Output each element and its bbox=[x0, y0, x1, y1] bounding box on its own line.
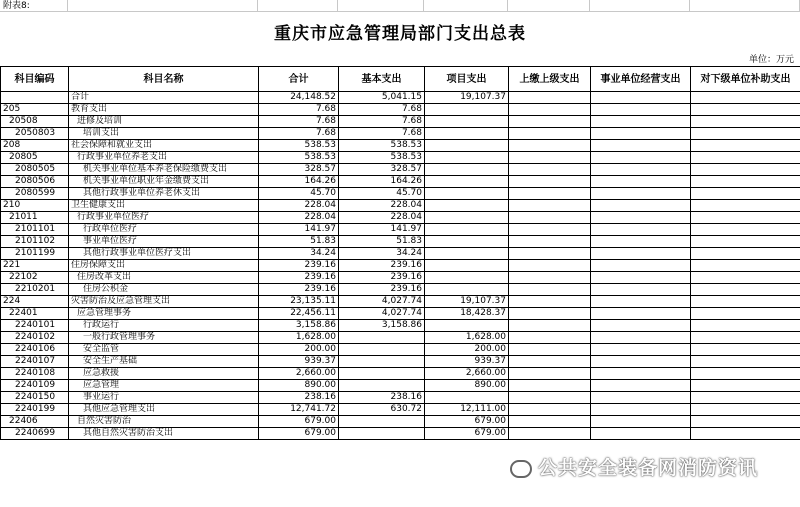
cell-basic: 4,027.74 bbox=[339, 296, 425, 308]
cell-business bbox=[591, 428, 691, 440]
cell-project bbox=[425, 284, 509, 296]
table-row bbox=[1, 212, 800, 224]
cell-name: 其他应急管理支出 bbox=[69, 404, 259, 416]
cell-project bbox=[425, 260, 509, 272]
cell-name: 事业单位医疗 bbox=[69, 236, 259, 248]
cell-basic: 538.53 bbox=[339, 152, 425, 164]
cell-business bbox=[591, 92, 691, 104]
cell-total: 51.83 bbox=[259, 236, 339, 248]
cell-name: 行政事业单位医疗 bbox=[69, 212, 259, 224]
cell-name: 安全监管 bbox=[69, 344, 259, 356]
top-grid bbox=[0, 0, 800, 13]
table-row bbox=[1, 200, 800, 212]
cell-name: 安全生产基础 bbox=[69, 356, 259, 368]
table-row bbox=[1, 380, 800, 392]
cell-subsidy bbox=[691, 428, 800, 440]
cell-upper bbox=[509, 248, 591, 260]
cell-business bbox=[591, 236, 691, 248]
cell-business bbox=[591, 392, 691, 404]
cell-total: 7.68 bbox=[259, 104, 339, 116]
cell-total: 34.24 bbox=[259, 248, 339, 260]
cell-project: 890.00 bbox=[425, 380, 509, 392]
cell-upper bbox=[509, 428, 591, 440]
cell-subsidy bbox=[691, 164, 800, 176]
cell-subsidy bbox=[691, 392, 800, 404]
table-row bbox=[1, 356, 800, 368]
column-header: 合计 bbox=[259, 67, 339, 92]
cell-code: 2240107 bbox=[1, 356, 69, 368]
table-row bbox=[1, 368, 800, 380]
cell-total: 24,148.52 bbox=[259, 92, 339, 104]
cell-name: 机关事业单位职业年金缴费支出 bbox=[69, 176, 259, 188]
cell-business bbox=[591, 380, 691, 392]
cell-basic: 228.04 bbox=[339, 212, 425, 224]
cell-project: 679.00 bbox=[425, 416, 509, 428]
cell-code: 224 bbox=[1, 296, 69, 308]
cell-upper bbox=[509, 284, 591, 296]
cell-project bbox=[425, 152, 509, 164]
page-title: 重庆市应急管理局部门支出总表 bbox=[274, 24, 526, 44]
cell-subsidy bbox=[691, 284, 800, 296]
cell-upper bbox=[509, 92, 591, 104]
cell-business bbox=[591, 320, 691, 332]
cell-project: 2,660.00 bbox=[425, 368, 509, 380]
cell-subsidy bbox=[691, 308, 800, 320]
column-header: 科目编码 bbox=[1, 67, 69, 92]
cell-business bbox=[591, 284, 691, 296]
cell-basic: 164.26 bbox=[339, 176, 425, 188]
cell-basic: 238.16 bbox=[339, 392, 425, 404]
cell-basic: 7.68 bbox=[339, 104, 425, 116]
cell-basic: 51.83 bbox=[339, 236, 425, 248]
cell-project bbox=[425, 200, 509, 212]
cell-total: 239.16 bbox=[259, 272, 339, 284]
table-row bbox=[1, 344, 800, 356]
cell-subsidy bbox=[691, 116, 800, 128]
cell-subsidy bbox=[691, 92, 800, 104]
cell-business bbox=[591, 248, 691, 260]
cell-name: 应急管理事务 bbox=[69, 308, 259, 320]
cell-total: 164.26 bbox=[259, 176, 339, 188]
cell-name: 卫生健康支出 bbox=[69, 200, 259, 212]
cell-code: 2101102 bbox=[1, 236, 69, 248]
cell-code: 2240101 bbox=[1, 320, 69, 332]
cell-project bbox=[425, 248, 509, 260]
table-row bbox=[1, 284, 800, 296]
cell-name: 机关事业单位基本养老保险缴费支出 bbox=[69, 164, 259, 176]
cell-upper bbox=[509, 260, 591, 272]
table-row bbox=[1, 152, 800, 164]
cell-total: 7.68 bbox=[259, 116, 339, 128]
cell-code: 21011 bbox=[1, 212, 69, 224]
cell-total: 239.16 bbox=[259, 260, 339, 272]
table-row bbox=[1, 272, 800, 284]
cell-name: 合计 bbox=[69, 92, 259, 104]
cell-code: 22401 bbox=[1, 308, 69, 320]
cell-subsidy bbox=[691, 236, 800, 248]
cell-name: 住房改革支出 bbox=[69, 272, 259, 284]
cell-basic: 34.24 bbox=[339, 248, 425, 260]
cell-total: 328.57 bbox=[259, 164, 339, 176]
table-row bbox=[1, 392, 800, 404]
cell-upper bbox=[509, 416, 591, 428]
cell-name: 其他自然灾害防治支出 bbox=[69, 428, 259, 440]
cell-business bbox=[591, 128, 691, 140]
cell-basic: 228.04 bbox=[339, 200, 425, 212]
cell-upper bbox=[509, 116, 591, 128]
cell-business bbox=[591, 332, 691, 344]
cell-name: 其他行政事业单位养老休支出 bbox=[69, 188, 259, 200]
cell-code: 2101101 bbox=[1, 224, 69, 236]
cell-subsidy bbox=[691, 152, 800, 164]
table-row bbox=[1, 128, 800, 140]
cell-code: 22406 bbox=[1, 416, 69, 428]
cell-basic bbox=[339, 344, 425, 356]
top-grid-cell bbox=[68, 0, 258, 12]
attachment-note: 附表8: bbox=[3, 1, 30, 11]
cell-project: 19,107.37 bbox=[425, 92, 509, 104]
table-row bbox=[1, 236, 800, 248]
cell-business bbox=[591, 404, 691, 416]
cell-business bbox=[591, 272, 691, 284]
table-row bbox=[1, 308, 800, 320]
cell-code: 2101199 bbox=[1, 248, 69, 260]
cell-project bbox=[425, 140, 509, 152]
column-header: 项目支出 bbox=[425, 67, 509, 92]
cell-code: 221 bbox=[1, 260, 69, 272]
cell-project: 18,428.37 bbox=[425, 308, 509, 320]
cell-business bbox=[591, 200, 691, 212]
cell-subsidy bbox=[691, 272, 800, 284]
cell-project: 19,107.37 bbox=[425, 296, 509, 308]
cell-total: 12,741.72 bbox=[259, 404, 339, 416]
cell-name: 行政事业单位养老支出 bbox=[69, 152, 259, 164]
cell-subsidy bbox=[691, 344, 800, 356]
cell-total: 45.70 bbox=[259, 188, 339, 200]
cell-basic: 141.97 bbox=[339, 224, 425, 236]
cell-total: 238.16 bbox=[259, 392, 339, 404]
cell-upper bbox=[509, 392, 591, 404]
cell-project bbox=[425, 188, 509, 200]
table-row bbox=[1, 248, 800, 260]
cell-code: 2050803 bbox=[1, 128, 69, 140]
table-header-row bbox=[1, 67, 800, 92]
cell-subsidy bbox=[691, 356, 800, 368]
cell-upper bbox=[509, 176, 591, 188]
column-header: 科目名称 bbox=[69, 67, 259, 92]
cell-project bbox=[425, 164, 509, 176]
cell-upper bbox=[509, 200, 591, 212]
cell-basic: 5,041.15 bbox=[339, 92, 425, 104]
cell-subsidy bbox=[691, 320, 800, 332]
cell-subsidy bbox=[691, 416, 800, 428]
cell-upper bbox=[509, 188, 591, 200]
cell-basic: 328.57 bbox=[339, 164, 425, 176]
cell-basic bbox=[339, 428, 425, 440]
cell-subsidy bbox=[691, 224, 800, 236]
watermark bbox=[510, 453, 758, 480]
cell-business bbox=[591, 416, 691, 428]
column-header: 上缴上级支出 bbox=[509, 67, 591, 92]
cell-business bbox=[591, 344, 691, 356]
cell-upper bbox=[509, 236, 591, 248]
cell-code: 2240108 bbox=[1, 368, 69, 380]
cell-business bbox=[591, 188, 691, 200]
cell-subsidy bbox=[691, 260, 800, 272]
cell-subsidy bbox=[691, 296, 800, 308]
cell-code: 20508 bbox=[1, 116, 69, 128]
cell-code: 2080506 bbox=[1, 176, 69, 188]
cell-subsidy bbox=[691, 368, 800, 380]
cell-total: 228.04 bbox=[259, 212, 339, 224]
cell-project: 939.37 bbox=[425, 356, 509, 368]
cell-business bbox=[591, 356, 691, 368]
table-row bbox=[1, 296, 800, 308]
cell-total: 2,660.00 bbox=[259, 368, 339, 380]
cell-name: 其他行政事业单位医疗支出 bbox=[69, 248, 259, 260]
cell-total: 939.37 bbox=[259, 356, 339, 368]
cell-upper bbox=[509, 212, 591, 224]
cell-name: 教育支出 bbox=[69, 104, 259, 116]
cell-subsidy bbox=[691, 140, 800, 152]
cell-subsidy bbox=[691, 200, 800, 212]
cell-code: 2240699 bbox=[1, 428, 69, 440]
cell-total: 538.53 bbox=[259, 152, 339, 164]
cell-code: 2210201 bbox=[1, 284, 69, 296]
top-grid-cell bbox=[590, 0, 690, 12]
cell-subsidy bbox=[691, 404, 800, 416]
cell-business bbox=[591, 224, 691, 236]
cell-business bbox=[591, 308, 691, 320]
cell-name: 进修及培训 bbox=[69, 116, 259, 128]
cell-total: 239.16 bbox=[259, 284, 339, 296]
cell-name: 行政单位医疗 bbox=[69, 224, 259, 236]
cell-name: 行政运行 bbox=[69, 320, 259, 332]
cell-basic: 7.68 bbox=[339, 116, 425, 128]
cell-project bbox=[425, 224, 509, 236]
cell-name: 应急救援 bbox=[69, 368, 259, 380]
table-row bbox=[1, 92, 800, 104]
cell-project: 1,628.00 bbox=[425, 332, 509, 344]
cell-basic: 538.53 bbox=[339, 140, 425, 152]
top-grid-cell bbox=[690, 0, 800, 12]
cell-total: 679.00 bbox=[259, 428, 339, 440]
cell-business bbox=[591, 296, 691, 308]
table-body bbox=[1, 92, 800, 440]
table-row bbox=[1, 404, 800, 416]
cell-code: 205 bbox=[1, 104, 69, 116]
cell-name: 事业运行 bbox=[69, 392, 259, 404]
cell-basic bbox=[339, 368, 425, 380]
cell-subsidy bbox=[691, 380, 800, 392]
cell-basic: 239.16 bbox=[339, 272, 425, 284]
cell-code: 208 bbox=[1, 140, 69, 152]
cell-basic: 630.72 bbox=[339, 404, 425, 416]
table-row bbox=[1, 320, 800, 332]
cell-code: 2080505 bbox=[1, 164, 69, 176]
cell-code: 2240106 bbox=[1, 344, 69, 356]
watermark-text: 公共安全装备网消防资讯 bbox=[538, 457, 759, 479]
cell-project bbox=[425, 128, 509, 140]
table-row bbox=[1, 116, 800, 128]
cell-upper bbox=[509, 224, 591, 236]
cell-upper bbox=[509, 368, 591, 380]
cell-code: 2240109 bbox=[1, 380, 69, 392]
cell-business bbox=[591, 368, 691, 380]
table-row bbox=[1, 176, 800, 188]
cell-code: 2080599 bbox=[1, 188, 69, 200]
cell-total: 7.68 bbox=[259, 128, 339, 140]
table-row bbox=[1, 164, 800, 176]
cell-code: 210 bbox=[1, 200, 69, 212]
cell-name: 培训支出 bbox=[69, 128, 259, 140]
cell-name: 自然灾害防治 bbox=[69, 416, 259, 428]
cell-project bbox=[425, 236, 509, 248]
cell-upper bbox=[509, 152, 591, 164]
cell-upper bbox=[509, 104, 591, 116]
cell-basic: 45.70 bbox=[339, 188, 425, 200]
cell-upper bbox=[509, 320, 591, 332]
cell-total: 890.00 bbox=[259, 380, 339, 392]
table-row bbox=[1, 428, 800, 440]
column-header: 基本支出 bbox=[339, 67, 425, 92]
cell-project bbox=[425, 320, 509, 332]
cell-business bbox=[591, 260, 691, 272]
cell-total: 538.53 bbox=[259, 140, 339, 152]
cell-total: 200.00 bbox=[259, 344, 339, 356]
cell-name: 应急管理 bbox=[69, 380, 259, 392]
cell-subsidy bbox=[691, 128, 800, 140]
cell-basic bbox=[339, 380, 425, 392]
cell-basic: 3,158.86 bbox=[339, 320, 425, 332]
cell-subsidy bbox=[691, 248, 800, 260]
cell-basic: 4,027.74 bbox=[339, 308, 425, 320]
cell-upper bbox=[509, 404, 591, 416]
cell-code: 2240199 bbox=[1, 404, 69, 416]
table-row bbox=[1, 332, 800, 344]
table-row bbox=[1, 224, 800, 236]
cell-business bbox=[591, 116, 691, 128]
top-grid-cell bbox=[338, 0, 424, 12]
cell-upper bbox=[509, 332, 591, 344]
cell-total: 141.97 bbox=[259, 224, 339, 236]
unit-label: 单位：万元 bbox=[748, 55, 794, 65]
cell-total: 679.00 bbox=[259, 416, 339, 428]
cell-business bbox=[591, 176, 691, 188]
cell-subsidy bbox=[691, 176, 800, 188]
top-grid-cell bbox=[258, 0, 338, 12]
cell-upper bbox=[509, 344, 591, 356]
table-row bbox=[1, 416, 800, 428]
cell-basic: 239.16 bbox=[339, 284, 425, 296]
expenditure-table bbox=[0, 66, 800, 440]
cell-business bbox=[591, 104, 691, 116]
cell-total: 23,135.11 bbox=[259, 296, 339, 308]
cell-business bbox=[591, 140, 691, 152]
cell-subsidy bbox=[691, 104, 800, 116]
cell-upper bbox=[509, 308, 591, 320]
cell-upper bbox=[509, 380, 591, 392]
cell-total: 228.04 bbox=[259, 200, 339, 212]
cell-name: 社会保障和就业支出 bbox=[69, 140, 259, 152]
cell-subsidy bbox=[691, 212, 800, 224]
cell-project bbox=[425, 392, 509, 404]
cell-upper bbox=[509, 164, 591, 176]
table-row bbox=[1, 140, 800, 152]
cell-basic bbox=[339, 416, 425, 428]
cell-basic: 7.68 bbox=[339, 128, 425, 140]
wechat-icon bbox=[510, 460, 532, 478]
cell-project bbox=[425, 104, 509, 116]
cell-name: 灾害防治及应急管理支出 bbox=[69, 296, 259, 308]
cell-upper bbox=[509, 272, 591, 284]
cell-business bbox=[591, 164, 691, 176]
cell-project: 679.00 bbox=[425, 428, 509, 440]
cell-total: 22,456.11 bbox=[259, 308, 339, 320]
cell-upper bbox=[509, 296, 591, 308]
cell-project bbox=[425, 176, 509, 188]
cell-business bbox=[591, 152, 691, 164]
cell-upper bbox=[509, 128, 591, 140]
cell-name: 一般行政管理事务 bbox=[69, 332, 259, 344]
cell-code bbox=[1, 92, 69, 104]
table-row bbox=[1, 188, 800, 200]
top-grid-cell bbox=[424, 0, 508, 12]
cell-code: 2240150 bbox=[1, 392, 69, 404]
cell-code: 2240102 bbox=[1, 332, 69, 344]
cell-basic: 239.16 bbox=[339, 260, 425, 272]
cell-basic bbox=[339, 356, 425, 368]
cell-basic bbox=[339, 332, 425, 344]
cell-total: 3,158.86 bbox=[259, 320, 339, 332]
cell-project: 12,111.00 bbox=[425, 404, 509, 416]
cell-subsidy bbox=[691, 188, 800, 200]
table-row bbox=[1, 104, 800, 116]
cell-upper bbox=[509, 140, 591, 152]
cell-name: 住房公积金 bbox=[69, 284, 259, 296]
top-grid-cell bbox=[508, 0, 590, 12]
column-header: 事业单位经营支出 bbox=[591, 67, 691, 92]
cell-code: 22102 bbox=[1, 272, 69, 284]
cell-upper bbox=[509, 356, 591, 368]
cell-code: 20805 bbox=[1, 152, 69, 164]
cell-project bbox=[425, 212, 509, 224]
cell-subsidy bbox=[691, 332, 800, 344]
table-row bbox=[1, 260, 800, 272]
column-header: 对下级单位补助支出 bbox=[691, 67, 800, 92]
cell-business bbox=[591, 212, 691, 224]
cell-project bbox=[425, 116, 509, 128]
cell-project bbox=[425, 272, 509, 284]
cell-total: 1,628.00 bbox=[259, 332, 339, 344]
cell-project: 200.00 bbox=[425, 344, 509, 356]
cell-name: 住房保障支出 bbox=[69, 260, 259, 272]
